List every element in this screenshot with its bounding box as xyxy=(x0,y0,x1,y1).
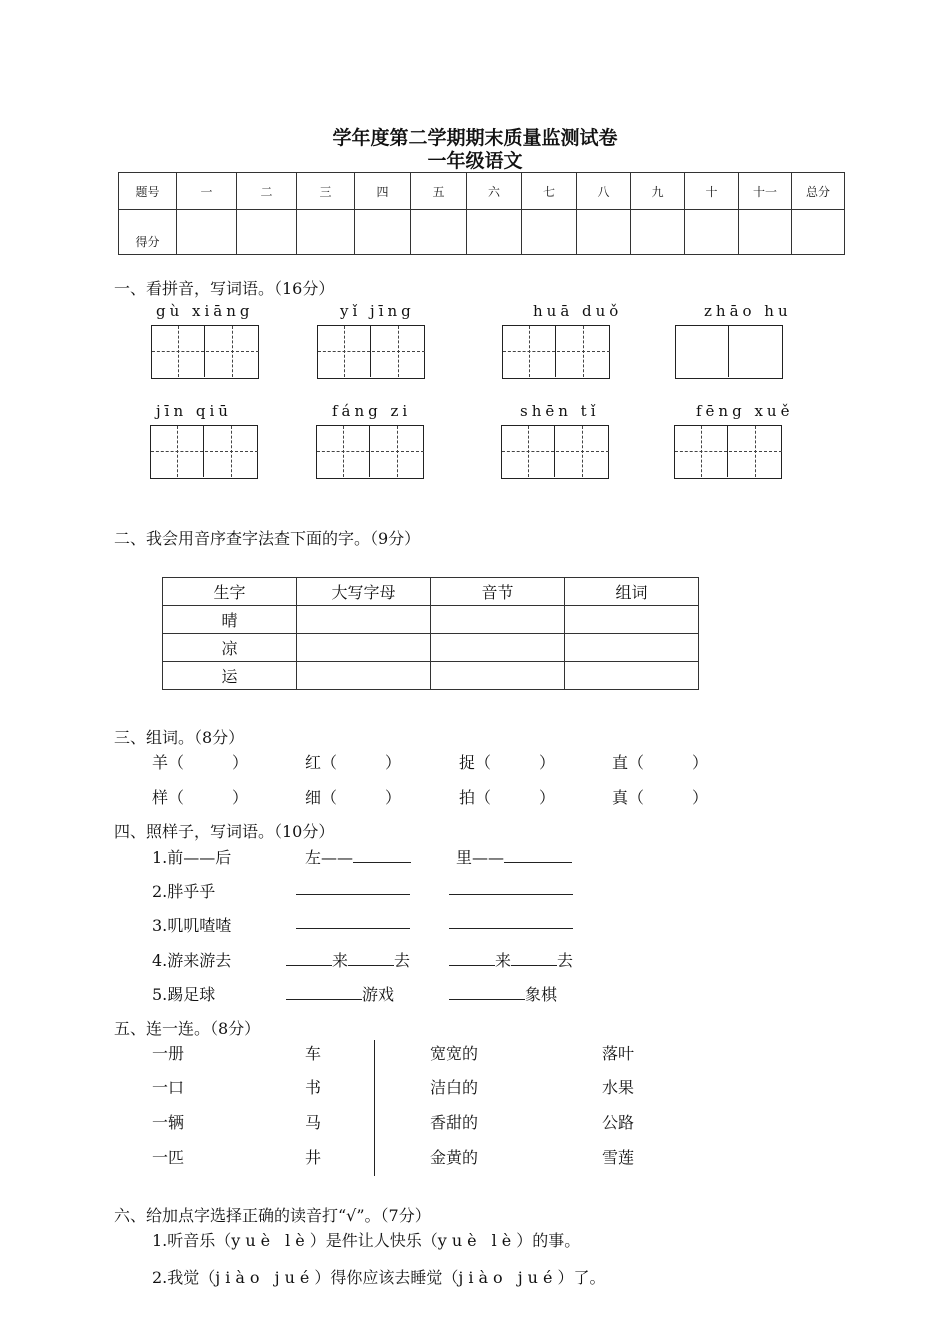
match-item[interactable]: 洁白的 xyxy=(430,1078,479,1097)
score-cell[interactable] xyxy=(411,210,467,255)
match-item[interactable]: 一口 xyxy=(152,1078,185,1097)
score-row-label: 得分 xyxy=(119,210,177,255)
example-label: 2.胖乎乎 xyxy=(152,882,216,901)
answer-cell[interactable] xyxy=(297,634,431,662)
score-header-cell: 一 xyxy=(177,173,237,210)
answer-blank[interactable] xyxy=(286,985,362,1000)
question-text: 2.我觉（ xyxy=(152,1268,216,1287)
score-header-cell: 六 xyxy=(467,173,522,210)
answer-blank[interactable] xyxy=(296,914,410,929)
pinyin-label: huā duǒ xyxy=(533,302,623,320)
answer-blank-group xyxy=(449,948,573,971)
writing-grid[interactable] xyxy=(501,425,609,479)
lookup-header: 组词 xyxy=(565,578,699,606)
score-header-cell: 题号 xyxy=(119,173,177,210)
answer-cell[interactable] xyxy=(565,634,699,662)
lookup-header: 生字 xyxy=(163,578,297,606)
answer-blank-group xyxy=(286,982,394,1005)
blank-word: 去 xyxy=(557,951,574,970)
score-cell[interactable] xyxy=(355,210,411,255)
answer-blank[interactable] xyxy=(504,848,572,863)
match-item[interactable]: 井 xyxy=(305,1148,322,1167)
lookup-char: 运 xyxy=(163,662,297,690)
question-text: 1.听音乐（ xyxy=(152,1231,232,1250)
word-item: 拍（ ） xyxy=(459,788,556,807)
pronunciation-question xyxy=(152,1265,605,1288)
word-item: 样（ ） xyxy=(152,788,249,807)
pinyin-options[interactable]: jiào jué xyxy=(215,1268,315,1287)
answer-blank-group xyxy=(456,845,572,868)
match-item[interactable]: 香甜的 xyxy=(430,1113,479,1132)
writing-grid[interactable] xyxy=(675,325,783,379)
answer-blank[interactable] xyxy=(353,848,411,863)
score-cell[interactable] xyxy=(577,210,631,255)
answer-cell[interactable] xyxy=(431,662,565,690)
section6-heading: 六、给加点字选择正确的读音打“√”。（7分） xyxy=(114,1206,431,1225)
question-text: ）的事。 xyxy=(516,1231,581,1250)
blank-word: 来 xyxy=(332,951,349,970)
answer-blank[interactable] xyxy=(348,951,394,966)
pinyin-options[interactable]: yuè lè xyxy=(231,1231,310,1250)
score-cell[interactable] xyxy=(237,210,297,255)
pinyin-label: shēn tǐ xyxy=(520,402,600,420)
answer-cell[interactable] xyxy=(297,606,431,634)
match-item[interactable]: 水果 xyxy=(602,1078,635,1097)
score-header-cell: 二 xyxy=(237,173,297,210)
lookup-header: 音节 xyxy=(431,578,565,606)
example-label: 1.前——后 xyxy=(152,848,232,867)
match-item[interactable]: 书 xyxy=(305,1078,322,1097)
writing-grid[interactable] xyxy=(317,325,425,379)
answer-blank[interactable] xyxy=(449,985,525,1000)
section4-heading: 四、照样子，写词语。（10分） xyxy=(114,822,335,841)
answer-cell[interactable] xyxy=(565,606,699,634)
pinyin-label: gù xiāng xyxy=(156,302,254,320)
score-cell[interactable] xyxy=(297,210,355,255)
pinyin-label: zhāo hu xyxy=(704,302,792,320)
word-item: 细（ ） xyxy=(305,788,402,807)
score-cell[interactable] xyxy=(177,210,237,255)
score-header-cell: 八 xyxy=(577,173,631,210)
score-header-cell: 十 xyxy=(685,173,739,210)
word-item: 真（ ） xyxy=(612,788,709,807)
match-item[interactable]: 宽宽的 xyxy=(430,1044,479,1063)
section5-heading: 五、连一连。（8分） xyxy=(114,1019,261,1038)
answer-cell[interactable] xyxy=(297,662,431,690)
score-header-row xyxy=(119,173,845,210)
question-text: ）了。 xyxy=(557,1268,606,1287)
writing-grid[interactable] xyxy=(151,325,259,379)
writing-grid[interactable] xyxy=(674,425,782,479)
score-header-cell: 九 xyxy=(631,173,685,210)
blank-prefix: 左—— xyxy=(305,848,354,867)
blank-word: 象棋 xyxy=(525,985,558,1004)
example-label: 3.叽叽喳喳 xyxy=(152,916,232,935)
answer-blank-group xyxy=(305,845,411,868)
match-item[interactable]: 一匹 xyxy=(152,1148,185,1167)
word-item: 羊（ ） xyxy=(152,753,249,772)
answer-blank-group xyxy=(286,948,410,971)
score-cell[interactable] xyxy=(467,210,522,255)
page-subtitle: 一年级语文 xyxy=(427,150,523,172)
writing-grid[interactable] xyxy=(150,425,258,479)
score-header-cell: 三 xyxy=(297,173,355,210)
writing-grid[interactable] xyxy=(316,425,424,479)
example-label: 4.游来游去 xyxy=(152,951,232,970)
match-item[interactable]: 一册 xyxy=(152,1044,185,1063)
blank-word: 来 xyxy=(495,951,512,970)
answer-blank[interactable] xyxy=(449,914,573,929)
answer-cell[interactable] xyxy=(431,634,565,662)
lookup-char: 凉 xyxy=(163,634,297,662)
pinyin-options[interactable]: jiào jué xyxy=(458,1268,558,1287)
score-table xyxy=(118,172,845,255)
match-item[interactable]: 车 xyxy=(305,1044,322,1063)
match-item[interactable]: 金黄的 xyxy=(430,1148,479,1167)
pinyin-label: yǐ jīng xyxy=(340,302,415,320)
match-item[interactable]: 雪莲 xyxy=(602,1148,635,1167)
lookup-header: 大写字母 xyxy=(297,578,431,606)
score-header-cell: 五 xyxy=(411,173,467,210)
blank-word: 去 xyxy=(394,951,411,970)
score-header-cell: 十一 xyxy=(739,173,792,210)
section2-heading: 二、我会用音序查字法查下面的字。（9分） xyxy=(114,529,421,548)
question-text: ）是件让人快乐（ xyxy=(309,1231,438,1250)
pinyin-label: jīn qiū xyxy=(156,402,232,420)
page-title: 学年度第二学期期末质量监测试卷 xyxy=(332,127,618,149)
score-header-cell: 总分 xyxy=(792,173,845,210)
score-cell[interactable] xyxy=(739,210,792,255)
blank-prefix: 里—— xyxy=(456,848,505,867)
answer-cell[interactable] xyxy=(431,606,565,634)
pinyin-label: fáng zi xyxy=(332,402,412,420)
word-item: 捉（ ） xyxy=(459,753,556,772)
lookup-table xyxy=(162,577,699,690)
divider-line xyxy=(374,1040,375,1176)
score-value-row xyxy=(119,210,845,255)
answer-blank[interactable] xyxy=(296,880,410,895)
section3-heading: 三、组词。（8分） xyxy=(114,728,245,747)
example-label: 5.踢足球 xyxy=(152,985,216,1004)
answer-blank[interactable] xyxy=(511,951,557,966)
score-cell[interactable] xyxy=(685,210,739,255)
score-header-cell: 四 xyxy=(355,173,411,210)
blank-word: 游戏 xyxy=(362,985,395,1004)
question-text: ）得你应该去睡觉（ xyxy=(314,1268,459,1287)
match-item[interactable]: 落叶 xyxy=(602,1044,635,1063)
score-cell[interactable] xyxy=(522,210,577,255)
word-item: 红（ ） xyxy=(305,753,402,772)
section1-heading: 一、看拼音，写词语。（16分） xyxy=(114,279,335,298)
pinyin-options[interactable]: yuè lè xyxy=(437,1231,517,1250)
answer-blank[interactable] xyxy=(449,951,495,966)
score-header-cell: 七 xyxy=(522,173,577,210)
answer-blank-group xyxy=(449,982,557,1005)
match-item[interactable]: 一辆 xyxy=(152,1113,185,1132)
match-item[interactable]: 马 xyxy=(305,1113,322,1132)
lookup-char: 晴 xyxy=(163,606,297,634)
pronunciation-question xyxy=(152,1228,580,1251)
answer-blank[interactable] xyxy=(286,951,332,966)
word-item: 直（ ） xyxy=(612,753,709,772)
score-cell[interactable] xyxy=(792,210,845,255)
match-item[interactable]: 公路 xyxy=(602,1113,635,1132)
score-cell[interactable] xyxy=(631,210,685,255)
answer-cell[interactable] xyxy=(565,662,699,690)
answer-blank[interactable] xyxy=(449,880,573,895)
writing-grid[interactable] xyxy=(502,325,610,379)
pinyin-label: fēng xuě xyxy=(696,402,794,420)
